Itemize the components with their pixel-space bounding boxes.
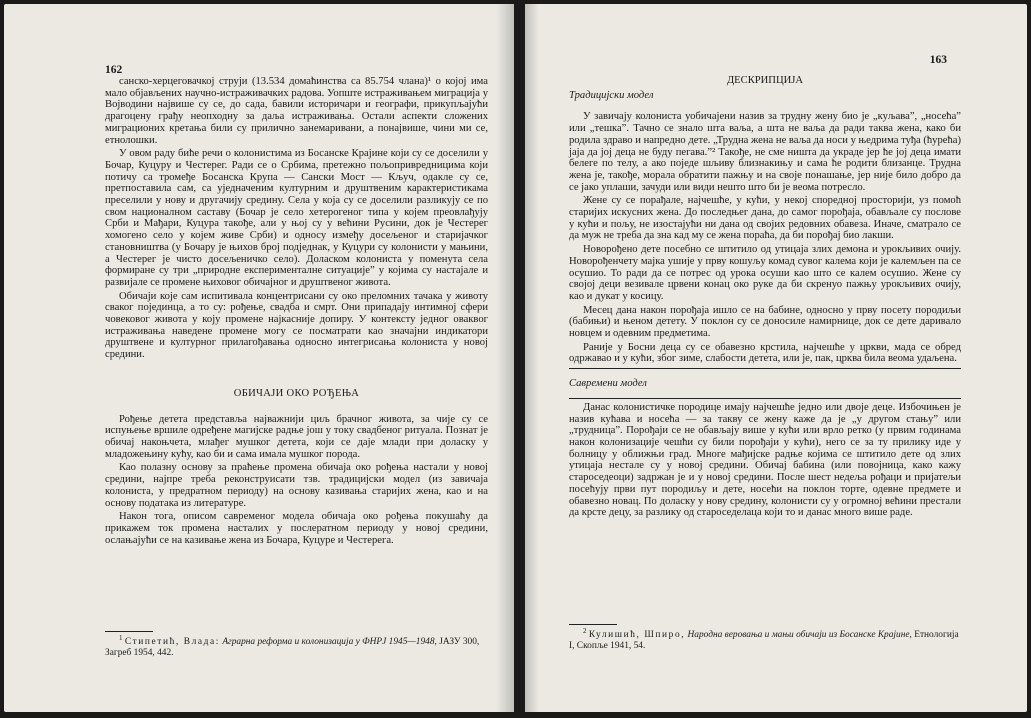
footnote: $^1$ Стипетић, Влада: Аграрна реформа и колонизација у ФНРЈ 1945—1948, ЈАЗУ 300, Загреб 1954, 442. [105,633,480,658]
footnote-rule [569,624,617,625]
body-text [105,76,488,546]
paragraph: Обичаји које сам испитивала концентрисани су око преломних тачака у животу сваког појединца, а то су: рођење, свадба и смрт. Они припадају интимној сфери човековог живота у коју промене најкасније допиру. У контексту једног оваквог истраживања наведене промене могу се посматрати као значајни индикатори друштвене и културног прилагођавања односно интегрисања колониста у новој средини. [105,290,488,361]
paragraph: У овом раду биће речи о колонистима из Босанске Крајине који су се доселили у Бочар, Куцуру и Честерег. Ради се о Србима, претежно пољопривредницима који потичу са тромеђе Босанска Крупа — Сански Мост — Кључ, одакле су се, претпоставила сам, са уједначеним културним и друштвеним карактеристикама преселили у нову и другачију средину. Села у која су се доселили разликују се по свом националном саставу (Бочар је село хетерогеног типа у којем преовлађују Срби и Мађари, Куцура такође, али у њој су у већини Русини, док је Честерег хомогено село у којем живе Срби) и односу између досељеног и старијачког становништва (у Бочару је њихов број подједнак, у Куцури су колонисти у мањини, а Честерег је чисто досељеничко село). Доласком колониста у поменута села формиране су три „природне експерименталне ситуације” у којима су настајале и развијале се промене њиховог обичајног и друштвеног живота. [105,148,488,288]
divider [569,368,961,369]
gutter-shadow [496,4,514,712]
page-number: 163 [929,54,947,66]
paragraph: санско-херцеговачкој струји (13.534 домаћинства са 85.754 члана)¹ о којој има мало објављених научно-истраживачких радова. Уопште истраживањем миграција у Војводини највише су се, до сада, бавили историчари и географи, прикупљајући драгоцену грађу неопходну за даља истраживања. Остали аспекти сложених миграционих кретања били су прилично занемаривани, а понајвише, чини ми се, етнолошки. [105,76,488,146]
footnote-title: Аграрна реформа и колонизација у ФНРЈ 1945—1948, [222,637,437,647]
subsection-heading: Савремени модел [569,378,647,390]
right-page [525,4,1027,712]
left-page [4,4,514,712]
paragraph: Месец дана након порођаја ишло се на бабине, односно у прву посету породиљи (бабињи) и њеном детету. У поклон су се доносиле намирнице, док се дете даривало новцем и одевним предметима. [569,304,961,340]
page-number: 162 [105,64,123,76]
paragraph: Раније у Босни деца су се обавезно крстила, најчешће у цркви, мада се обред одржавао и у кући, због зиме, слабости детета, или је, пак, црква била веома удаљена. [569,341,961,365]
paragraph: Жене су се порађале, најчешће, у кући, у некој споредној просторији, уз помоћ старијих искусних жена. До последњег дана, до самог порођаја, обављале су послове у кући и пољу, не изостајући ни дана од својих редовних обавеза. Иначе, сматрало се да муж не треба да зна кад му се жена пораћа, да би порођај био лакши. [569,195,961,242]
footnote-source: Етнологија I, Скопље 1941, 54. [569,630,959,651]
footnote-area [569,624,961,652]
paragraph: Рођење детета представља најважнији циљ брачног живота, за чије су се испуњење вршиле одређене магијске радње још у току свадбеног ритуала. Познат је обичај накоњчета, млађег мушког детета, који се даје млади при доласку у младожењину кућу, као би и сама имала мушког порода. [105,413,488,460]
paragraph: Новорођено дете посебно се штитило од утицаја злих демона и урокљивих очију. Новорођенчету мајка ушије у прву кошуљу комад сувог калема који је калемљен па се осушио. То ради да се потрес од урока осуши као што се калем осушио. Жене су својој деци везивале црвени конац око руке да би скренуо пажњу урокљивих очију, као и дукат у косицу. [569,244,961,302]
paragraph: Данас колонистичке породице имају најчешће једно или двоје деце. Избочињен је назив кућава и носећа — за такву се жену каже да је „у другом стању” или „трудница”. Порођаји се не обављају више у кући или врло ретко (у првим годинама након колонизације чешћи су били порођаји у кући), него се за ту прилику иде у болницу у оближњи град. Многе мађијске радње којима се штитило дете од злих утицаја нестале су у новој средини. Обичај бабина (или повојница, како кажу староседеоци) задржан је и у новој средини. После шест недеља рођаци и пријатељи посећују први пут породиљу и дете, носећи на поклон торте, одевне предмете и обавезно новац. По доласку у нову средину, колонисти су у огромној већини престали да крсте децу, за разлику од староседелаца који то и данас много више раде. [569,401,961,519]
section-heading: ОБИЧАЈИ ОКО РОЂЕЊА [233,387,360,399]
footnote-area [105,631,488,659]
footnote-author: Стипетић, Влада: [124,637,220,647]
paragraph: У завичају колониста уобичајени назив за трудну жену био је „куљава”, „носећа” или „тешка”. Тачно се знало шта ваља, а шта не ваља да ради таква жена, како би родила здраво и напредно дете. „Трудна жена не ваља да носи у њедрима туђа (ћурећа) јаја да јој деца не буду пегава.”² Такође, не сме ништа да украде јер ће јој деца имати белеге по телу, а ако поједе шљиву близнакињу и сама ће родити близанце. Трудна жена је, такође, морала обратити пажњу и на своје понашање, јер није било добро да се јако уплаши, зачуди или види нешто што би је веома потресло. [569,111,961,193]
footnote-source: ЈАЗУ 300, Загреб 1954, 442. [105,637,480,658]
footnote-title: Народна веровања и мањи обичаји из Босанске Крајине, [687,630,912,640]
footnote: $^2$ Кулишић, Шпиро, Народна веровања и мањи обичаји из Босанске Крајине, Етнологија I, Скопље 1941, 54. [569,626,959,651]
body-text [569,75,961,519]
paragraph: Као полазну основу за праћење промена обичаја око рођења настали у новој средини, најпре треба реконструисати тзв. традицијски модел (из завичаја колониста, у предратном периоду) на основу казивања старијих жена, као и на основу података из литературе. [105,462,488,509]
paragraph: Након тога, описом савременог модела обичаја око рођења покушаћу да прикажем ток промена насталих у послератном периоду у новој средини, ослањајући се на казивање жена из Бочара, Куцуре и Честерега. [105,511,488,546]
footnote-rule [105,631,153,632]
gutter-shadow [525,4,539,712]
divider [569,398,961,399]
footnote-author: Кулишић, Шпиро, [588,630,686,640]
section-heading: ДЕСКРИПЦИЈА [726,75,804,86]
subsection-heading: Традицијски модел [569,89,654,101]
